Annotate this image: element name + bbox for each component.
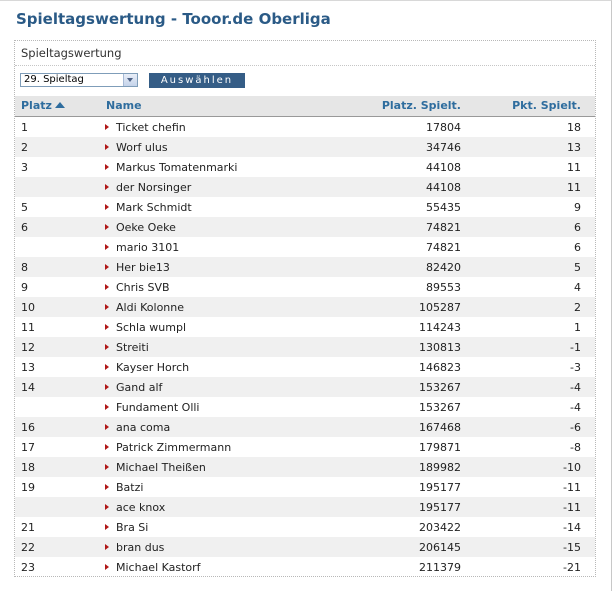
bullet-arrow-icon — [105, 544, 109, 550]
row-rank: 21 — [21, 521, 35, 534]
table-row — [15, 177, 595, 197]
row-platz-spielt: 153267 — [419, 401, 461, 414]
row-platz-spielt: 89553 — [426, 281, 461, 294]
bullet-arrow-icon — [105, 424, 109, 430]
row-platz-spielt: 146823 — [419, 361, 461, 374]
table-row — [15, 297, 595, 317]
row-pkt-spielt: 6 — [574, 221, 581, 234]
row-rank: 8 — [21, 261, 28, 274]
col-rank-header[interactable] — [21, 99, 65, 112]
bullet-arrow-icon — [105, 304, 109, 310]
row-pkt-spielt: 11 — [567, 161, 581, 174]
bullet-arrow-icon — [105, 144, 109, 150]
table-row — [15, 197, 595, 217]
table-row — [15, 457, 595, 477]
row-platz-spielt: 55435 — [426, 201, 461, 214]
matchday-select[interactable] — [20, 73, 138, 87]
row-pkt-spielt: -3 — [570, 361, 581, 374]
row-pkt-spielt: -11 — [563, 481, 581, 494]
standings-table-body — [15, 117, 595, 577]
table-row — [15, 237, 595, 257]
row-platz-spielt: 74821 — [426, 221, 461, 234]
player-name-link[interactable]: ace knox — [116, 501, 166, 514]
row-rank: 19 — [21, 481, 35, 494]
row-platz-spielt: 17804 — [426, 121, 461, 134]
table-row — [15, 217, 595, 237]
chevron-down-icon[interactable] — [123, 74, 137, 86]
table-row — [15, 557, 595, 577]
player-name-link[interactable]: Ticket chefin — [116, 121, 186, 134]
bullet-arrow-icon — [105, 284, 109, 290]
row-pkt-spielt: 9 — [574, 201, 581, 214]
row-platz-spielt: 82420 — [426, 261, 461, 274]
row-rank: 2 — [21, 141, 28, 154]
bullet-arrow-icon — [105, 164, 109, 170]
player-name-link[interactable]: bran dus — [116, 541, 165, 554]
row-rank: 6 — [21, 221, 28, 234]
bullet-arrow-icon — [105, 344, 109, 350]
table-row — [15, 317, 595, 337]
row-rank: 22 — [21, 541, 35, 554]
row-pkt-spielt: 2 — [574, 301, 581, 314]
row-rank: 17 — [21, 441, 35, 454]
table-row — [15, 137, 595, 157]
matchday-select-value: 29. Spieltag — [24, 74, 84, 85]
sort-ascending-icon — [55, 102, 65, 108]
row-platz-spielt: 130813 — [419, 341, 461, 354]
player-name-link[interactable]: Michael Theißen — [116, 461, 206, 474]
table-row — [15, 537, 595, 557]
col-platz-header[interactable]: Platz. Spielt. — [381, 99, 461, 112]
row-pkt-spielt: -4 — [570, 381, 581, 394]
standings-panel — [14, 40, 596, 577]
row-pkt-spielt: 11 — [567, 181, 581, 194]
bullet-arrow-icon — [105, 124, 109, 130]
row-platz-spielt: 74821 — [426, 241, 461, 254]
row-rank: 1 — [21, 121, 28, 134]
player-name-link[interactable]: Batzi — [116, 481, 144, 494]
row-platz-spielt: 179871 — [419, 441, 461, 454]
bullet-arrow-icon — [105, 444, 109, 450]
row-platz-spielt: 44108 — [426, 181, 461, 194]
row-platz-spielt: 211379 — [419, 561, 461, 574]
col-name-header[interactable]: Name — [106, 99, 142, 112]
player-name-link[interactable]: Patrick Zimmermann — [116, 441, 232, 454]
bullet-arrow-icon — [105, 564, 109, 570]
player-name-link[interactable]: Fundament Olli — [116, 401, 200, 414]
player-name-link[interactable]: Mark Schmidt — [116, 201, 192, 214]
player-name-link[interactable]: Gand alf — [116, 381, 163, 394]
player-name-link[interactable]: der Norsinger — [116, 181, 192, 194]
row-platz-spielt: 167468 — [419, 421, 461, 434]
row-rank: 10 — [21, 301, 35, 314]
row-pkt-spielt: -10 — [563, 461, 581, 474]
table-row — [15, 257, 595, 277]
bullet-arrow-icon — [105, 244, 109, 250]
row-rank: 5 — [21, 201, 28, 214]
table-row — [15, 417, 595, 437]
player-name-link[interactable]: Chris SVB — [116, 281, 170, 294]
table-row — [15, 517, 595, 537]
row-pkt-spielt: 13 — [567, 141, 581, 154]
player-name-link[interactable]: Aldi Kolonne — [116, 301, 185, 314]
row-rank: 11 — [21, 321, 35, 334]
row-pkt-spielt: 1 — [574, 321, 581, 334]
player-name-link[interactable]: ana coma — [116, 421, 171, 434]
col-pkt-header[interactable]: Pkt. Spielt. — [512, 99, 581, 112]
row-pkt-spielt: -1 — [570, 341, 581, 354]
row-rank: 16 — [21, 421, 35, 434]
row-rank: 13 — [21, 361, 35, 374]
row-pkt-spielt: 4 — [574, 281, 581, 294]
panel-divider — [15, 65, 595, 66]
bullet-arrow-icon — [105, 224, 109, 230]
row-rank: 23 — [21, 561, 35, 574]
bullet-arrow-icon — [105, 384, 109, 390]
row-pkt-spielt: -8 — [570, 441, 581, 454]
row-platz-spielt: 44108 — [426, 161, 461, 174]
table-row — [15, 117, 595, 137]
bullet-arrow-icon — [105, 184, 109, 190]
row-platz-spielt: 34746 — [426, 141, 461, 154]
player-name-link[interactable]: Oeke Oeke — [116, 221, 176, 234]
row-pkt-spielt: 18 — [567, 121, 581, 134]
row-pkt-spielt: -15 — [563, 541, 581, 554]
bullet-arrow-icon — [105, 404, 109, 410]
bullet-arrow-icon — [105, 524, 109, 530]
table-row — [15, 337, 595, 357]
row-pkt-spielt: -11 — [563, 501, 581, 514]
table-row — [15, 497, 595, 517]
bullet-arrow-icon — [105, 464, 109, 470]
table-row — [15, 157, 595, 177]
row-pkt-spielt: -14 — [563, 521, 581, 534]
player-name-link[interactable]: mario 3101 — [116, 241, 180, 254]
row-rank: 14 — [21, 381, 35, 394]
table-row — [15, 437, 595, 457]
row-platz-spielt: 203422 — [419, 521, 461, 534]
bullet-arrow-icon — [105, 324, 109, 330]
row-rank: 12 — [21, 341, 35, 354]
row-platz-spielt: 105287 — [419, 301, 461, 314]
row-pkt-spielt: -4 — [570, 401, 581, 414]
row-rank: 3 — [21, 161, 28, 174]
player-name-link[interactable]: Schla wumpl — [116, 321, 187, 334]
table-header — [15, 96, 595, 117]
table-row — [15, 397, 595, 417]
row-platz-spielt: 153267 — [419, 381, 461, 394]
select-button[interactable]: Auswählen — [149, 73, 245, 88]
player-name-link[interactable]: Worf ulus — [116, 141, 168, 154]
table-row — [15, 277, 595, 297]
bullet-arrow-icon — [105, 364, 109, 370]
row-pkt-spielt: -21 — [563, 561, 581, 574]
table-row — [15, 357, 595, 377]
row-platz-spielt: 206145 — [419, 541, 461, 554]
col-rank-label: Platz — [21, 99, 52, 112]
page-title: Spieltagswertung - Tooor.de Oberliga — [16, 10, 331, 28]
table-row — [15, 377, 595, 397]
player-name-link[interactable]: Her bie13 — [116, 261, 170, 274]
panel-title: Spieltagswertung — [21, 46, 122, 60]
player-name-link[interactable]: Michael Kastorf — [116, 561, 201, 574]
row-rank: 9 — [21, 281, 28, 294]
row-platz-spielt: 195177 — [419, 481, 461, 494]
row-platz-spielt: 195177 — [419, 501, 461, 514]
bullet-arrow-icon — [105, 264, 109, 270]
row-platz-spielt: 189982 — [419, 461, 461, 474]
table-row — [15, 477, 595, 497]
player-name-link[interactable]: Kayser Horch — [116, 361, 190, 374]
row-platz-spielt: 114243 — [419, 321, 461, 334]
bullet-arrow-icon — [105, 484, 109, 490]
row-pkt-spielt: 6 — [574, 241, 581, 254]
row-pkt-spielt: 5 — [574, 261, 581, 274]
bullet-arrow-icon — [105, 204, 109, 210]
player-name-link[interactable]: Streiti — [116, 341, 149, 354]
row-rank: 18 — [21, 461, 35, 474]
row-pkt-spielt: -6 — [570, 421, 581, 434]
player-name-link[interactable]: Bra Si — [116, 521, 149, 534]
player-name-link[interactable]: Markus Tomatenmarki — [116, 161, 238, 174]
bullet-arrow-icon — [105, 504, 109, 510]
